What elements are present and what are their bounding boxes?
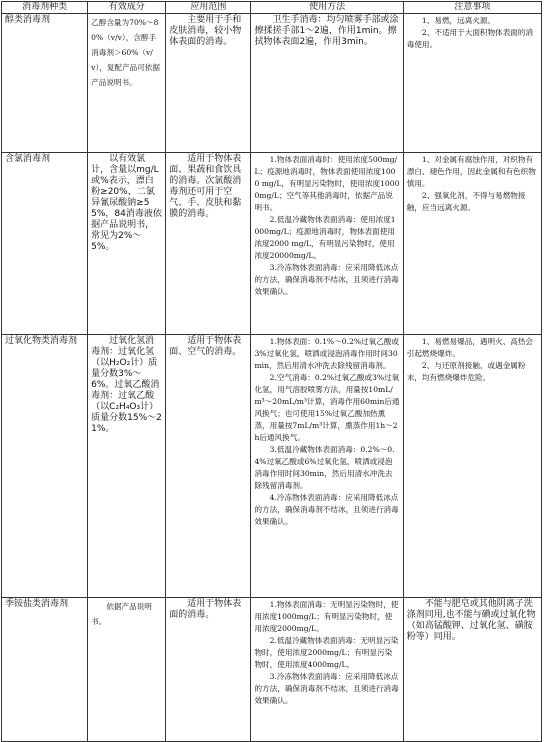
table-header-row [2, 2, 542, 14]
cell-scope: 适用于物体表面、空气的消毒。 [166, 335, 251, 598]
cell-type: 季铵盐类消毒剂 [2, 598, 88, 742]
cell-ingredient: 依据产品说明书。 [88, 598, 166, 742]
cell-scope: 适用于物体表面、果蔬和食饮具的消毒。次氯酸消毒剂还可用于空气、手、皮肤和黏膜的消毒。 [166, 153, 251, 335]
cell-method [251, 335, 403, 598]
method-item: 1.物体表面消毒：无明显污染物时，使用浓度1000mg/L；有明显污染物时，使用浓度2000mg/L。 [254, 600, 399, 633]
note-item: 不能与肥皂或其他阴离子洗涤剂同用,也不能与碘或过氧化物（如高锰酸钾、过氧化氢、磺胺粉等）同用。 [406, 599, 536, 642]
table-row [2, 335, 542, 598]
method-item: 3.低温冷藏物体表面消毒：0.2%～0.4%过氧乙酸或6%过氧化氢，喷洒或浸泡消毒作用时间30min，然后用清水冲洗去除残留消毒剂。 [254, 445, 395, 490]
table-row [2, 153, 542, 335]
cell-type: 过氧化物类消毒剂 [2, 335, 88, 598]
disinfectant-table [1, 1, 542, 742]
method-item: 2.低温冷藏物体表面消毒：使用浓度1000mg/L；疫源地消毒时，物体表面使用浓度2000 mg/L，有明显污染物时，使用浓度20000mg/L。 [254, 215, 396, 260]
header-method: 使用方法 [251, 2, 403, 14]
cell-method [251, 598, 403, 742]
cell-type: 醇类消毒剂 [2, 14, 88, 153]
cell-notes [403, 335, 541, 598]
note-item: 1、易燃，远离火源。 [421, 16, 496, 25]
method-item: 1.物体表面：0.1%～0.2%过氧乙酸或3%过氧化氢，喷洒或浸泡消毒作用时间30min，然后用清水冲洗去除残留消毒剂。 [254, 337, 399, 370]
method-item: 4.冷冻物体表面消毒：应采用降低冰点的方法，确保消毒剂不结冰，且须进行消毒效果确认。 [254, 493, 399, 526]
method-item: 3.冷冻物体表面消毒：应采用降低冰点的方法，确保消毒剂不结冰，且须进行消毒效果确认。 [254, 672, 399, 705]
header-scope: 应用范围 [166, 2, 251, 14]
note-item: 1、易燃易爆品，遇明火、高热会引起燃烧爆炸。 [406, 337, 534, 358]
cell-scope: 主要用于手和皮肤消毒，较小物体表面的消毒。 [166, 14, 251, 153]
cell-scope: 适用于物体表面的消毒。 [166, 598, 251, 742]
header-notes: 注意事项 [403, 2, 541, 14]
method-item: 2.低温冷藏物体表面消毒：无明显污染物时，使用浓度2000mg/L；有明显污染物时，使用浓度4000mg/L。 [254, 636, 399, 669]
method-item: 2.空气消毒：0.2%过氧乙酸或3%过氧化氢，用气溶胶喷雾方法，用量按10mL/m³～20mL/m³计算，消毒作用60min后通风换气；也可使用15%过氧乙酸加热熏蒸，用量按7mL/m³计算，熏蒸作用1h～2h后通风换气。 [254, 373, 400, 442]
note-item: 2、不适用于大面积物体表面的消毒使用。 [406, 28, 534, 49]
note-item: 2、强氧化剂，不得与易燃物接触，应当远离火源。 [406, 191, 526, 212]
cell-notes [403, 153, 541, 335]
header-ingredient: 有效成分 [88, 2, 166, 14]
cell-notes [403, 14, 541, 153]
header-type: 消毒剂种类 [2, 2, 88, 14]
method-item: 3.冷冻物体表面消毒：应采用降低冰点的方法，确保消毒剂不结冰，且须进行消毒效果确认。 [254, 263, 399, 296]
note-item: 2、与还原剂接触、或遇金属粉末，均有燃烧爆炸危险。 [406, 361, 526, 382]
cell-ingredient: 乙醇含量为70%～80%（v/v），含醇手消毒剂＞60%（v/v），复配产品可依据产品说明书。 [88, 14, 166, 153]
table-row [2, 14, 542, 153]
method-item: 卫生手消毒：均匀喷雾手部或涂擦揉搓手部1～2遍，作用1min。擦拭物体表面2遍，作用3min。 [254, 15, 399, 47]
note-item: 1、对金属有腐蚀作用，对织物有漂白、褪色作用，因此金属和有色织物慎用。 [406, 155, 536, 188]
table-row [2, 598, 542, 742]
cell-type: 含氯消毒剂 [2, 153, 88, 335]
cell-notes [403, 598, 541, 742]
cell-method [251, 153, 403, 335]
method-item: 1.物体表面消毒时：使用浓度500mg/L；疫源地消毒时，物体表面使用浓度1000 mg/L，有明显污染物时，使用浓度10000mg/L；空气等其他消毒时，依据产品说明书。 [254, 155, 400, 212]
cell-method [251, 14, 403, 153]
cell-ingredient: 以有效氯计，含量以mg/L或%表示，漂白粉≥20%，二氯异氰尿酸钠≥55%，84消毒液依据产品说明书，常见为2%～5%。 [88, 153, 166, 335]
cell-ingredient: 过氧化氢消毒剂：过氧化氢（以H₂O₂计）质量分数3%～6%。过氧乙酸消毒剂：过氧乙酸（以C₂H₄O₃计）质量分数15%～21%。 [88, 335, 166, 598]
